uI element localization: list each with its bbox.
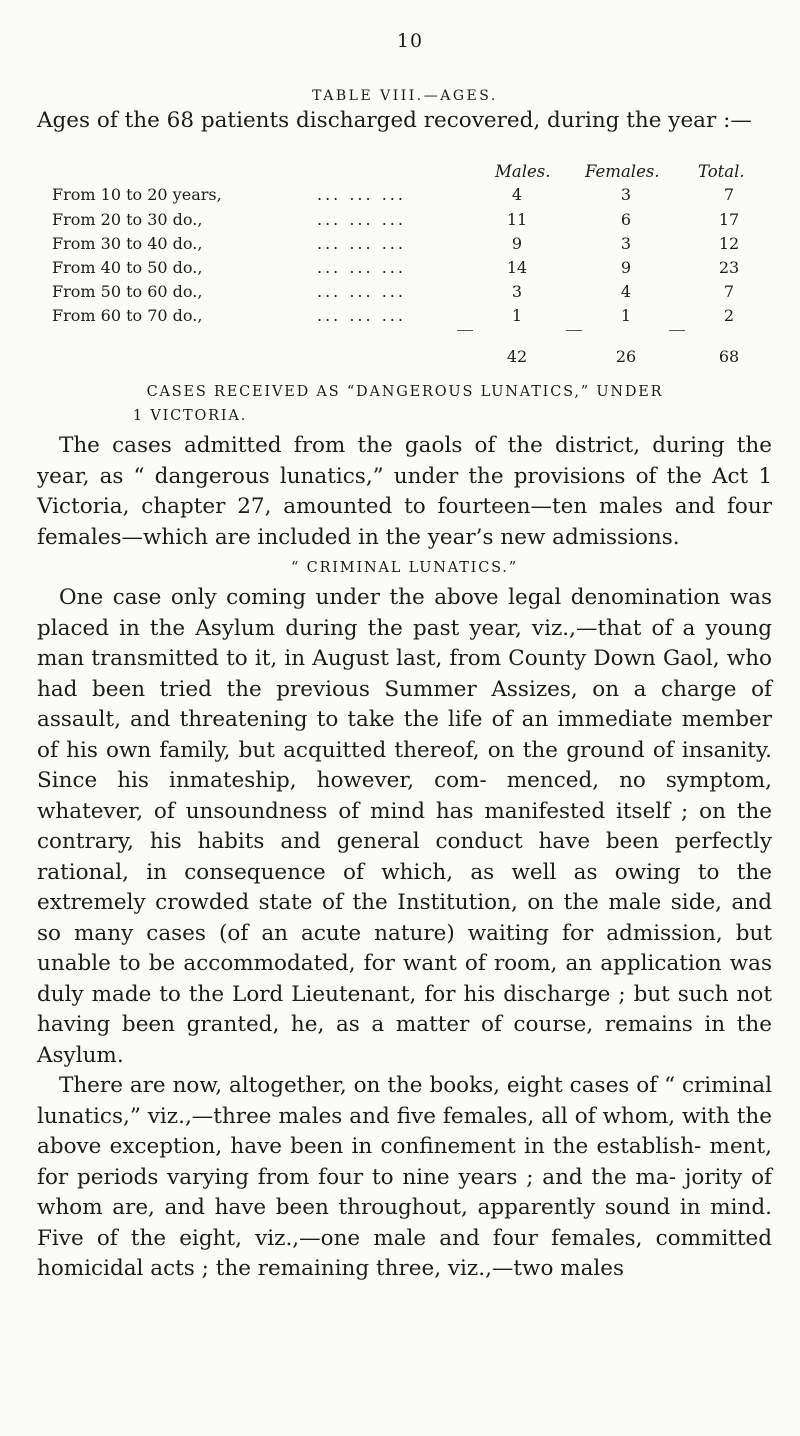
row-label: From 10 to 20 years, bbox=[52, 185, 222, 204]
page-number: 10 bbox=[396, 30, 424, 52]
table-heading: TABLE VIII.—AGES. bbox=[312, 88, 498, 104]
section-heading-victoria: 1 VICTORIA. bbox=[132, 408, 248, 424]
paragraph-criminal-summary: There are now, altogether, on the books, eight cases of “ criminal lunatics,” viz.,—three males and five females, all of whom, with the above exception, have been in confinement in the establish- ment, for periods varying from four to nine years ; and the ma- jority of whom are, and have been throughout, apparently sound in mind. Five of the eight, viz.,—one male and four females, committed homicidal acts ; the remaining three, viz.,—two males bbox=[37, 1073, 772, 1281]
paragraph-dangerous-lunatics: The cases admitted from the gaols of the district, during the year, as “ dangerous lunatics,” under the provisions of the Act 1 Victoria, chapter 27, amounted to fourteen—ten males and four females—which are included in the year’s new admissions. bbox=[37, 433, 772, 550]
cell-females: 3 bbox=[620, 234, 632, 253]
body-text bbox=[37, 431, 772, 1285]
cell-total: 12 bbox=[718, 234, 740, 253]
total-males: 42 bbox=[506, 347, 528, 366]
cell-total: 23 bbox=[718, 258, 740, 277]
row-label: From 60 to 70 do., bbox=[52, 306, 203, 325]
column-header-total: Total. bbox=[698, 162, 745, 181]
cell-females: 1 bbox=[620, 306, 632, 325]
leader-dots: ... ... ... bbox=[317, 258, 406, 277]
cell-females: 9 bbox=[620, 258, 632, 277]
section-heading-dangerous-lunatics: CASES RECEIVED AS “DANGEROUS LUNATICS,” UNDER bbox=[146, 384, 664, 400]
leader-dots: ... ... ... bbox=[317, 185, 406, 204]
cell-total: 2 bbox=[723, 306, 735, 325]
total-rule bbox=[669, 330, 685, 331]
leader-dots: ... ... ... bbox=[317, 234, 406, 253]
total-rule bbox=[457, 330, 473, 331]
row-label: From 40 to 50 do., bbox=[52, 258, 203, 277]
total-total: 68 bbox=[718, 347, 740, 366]
cell-total: 17 bbox=[718, 210, 740, 229]
total-females: 26 bbox=[615, 347, 637, 366]
cell-females: 3 bbox=[620, 185, 632, 204]
cell-males: 9 bbox=[511, 234, 523, 253]
column-header-females: Females. bbox=[585, 162, 660, 181]
paragraph-criminal-case: One case only coming under the above legal denomination was placed in the Asylum during the past year, viz.,—that of a young man transmitted to it, in August last, from County Down Gaol, who had been tried the previous Summer Assizes, on a charge of assault, and threatening to take the life of an immediate member of his own family, but acquitted thereof, on the ground of insanity. Since his inmateship, however, com- menced, no symptom, whatever, of unsoundness of mind has manifested itself ; on the contrary, his habits and general conduct have been perfectly rational, in consequence of which, as well as owing to the extremely crowded state of the Institution, on the male side, and so many cases (of an acute nature) waiting for admission, but unable to be accommodated, for want of room, an application was duly made to the Lord Lieutenant, for his discharge ; but such not having been granted, he, as a matter of course, remains in the Asylum. bbox=[37, 585, 772, 1068]
cell-males: 3 bbox=[511, 282, 523, 301]
cell-males: 14 bbox=[506, 258, 528, 277]
column-header-males: Males. bbox=[495, 162, 551, 181]
leader-dots: ... ... ... bbox=[317, 282, 406, 301]
section-heading-criminal-lunatics: “ CRIMINAL LUNATICS.” bbox=[291, 560, 518, 576]
table-intro: Ages of the 68 patients discharged recovered, during the year :— bbox=[37, 108, 752, 133]
cell-females: 6 bbox=[620, 210, 632, 229]
cell-total: 7 bbox=[723, 282, 735, 301]
total-rule bbox=[566, 330, 582, 331]
leader-dots: ... ... ... bbox=[317, 306, 406, 325]
row-label: From 30 to 40 do., bbox=[52, 234, 203, 253]
cell-females: 4 bbox=[620, 282, 632, 301]
cell-males: 4 bbox=[511, 185, 523, 204]
row-label: From 50 to 60 do., bbox=[52, 282, 203, 301]
cell-total: 7 bbox=[723, 185, 735, 204]
cell-males: 11 bbox=[506, 210, 528, 229]
row-label: From 20 to 30 do., bbox=[52, 210, 203, 229]
cell-males: 1 bbox=[511, 306, 523, 325]
leader-dots: ... ... ... bbox=[317, 210, 406, 229]
